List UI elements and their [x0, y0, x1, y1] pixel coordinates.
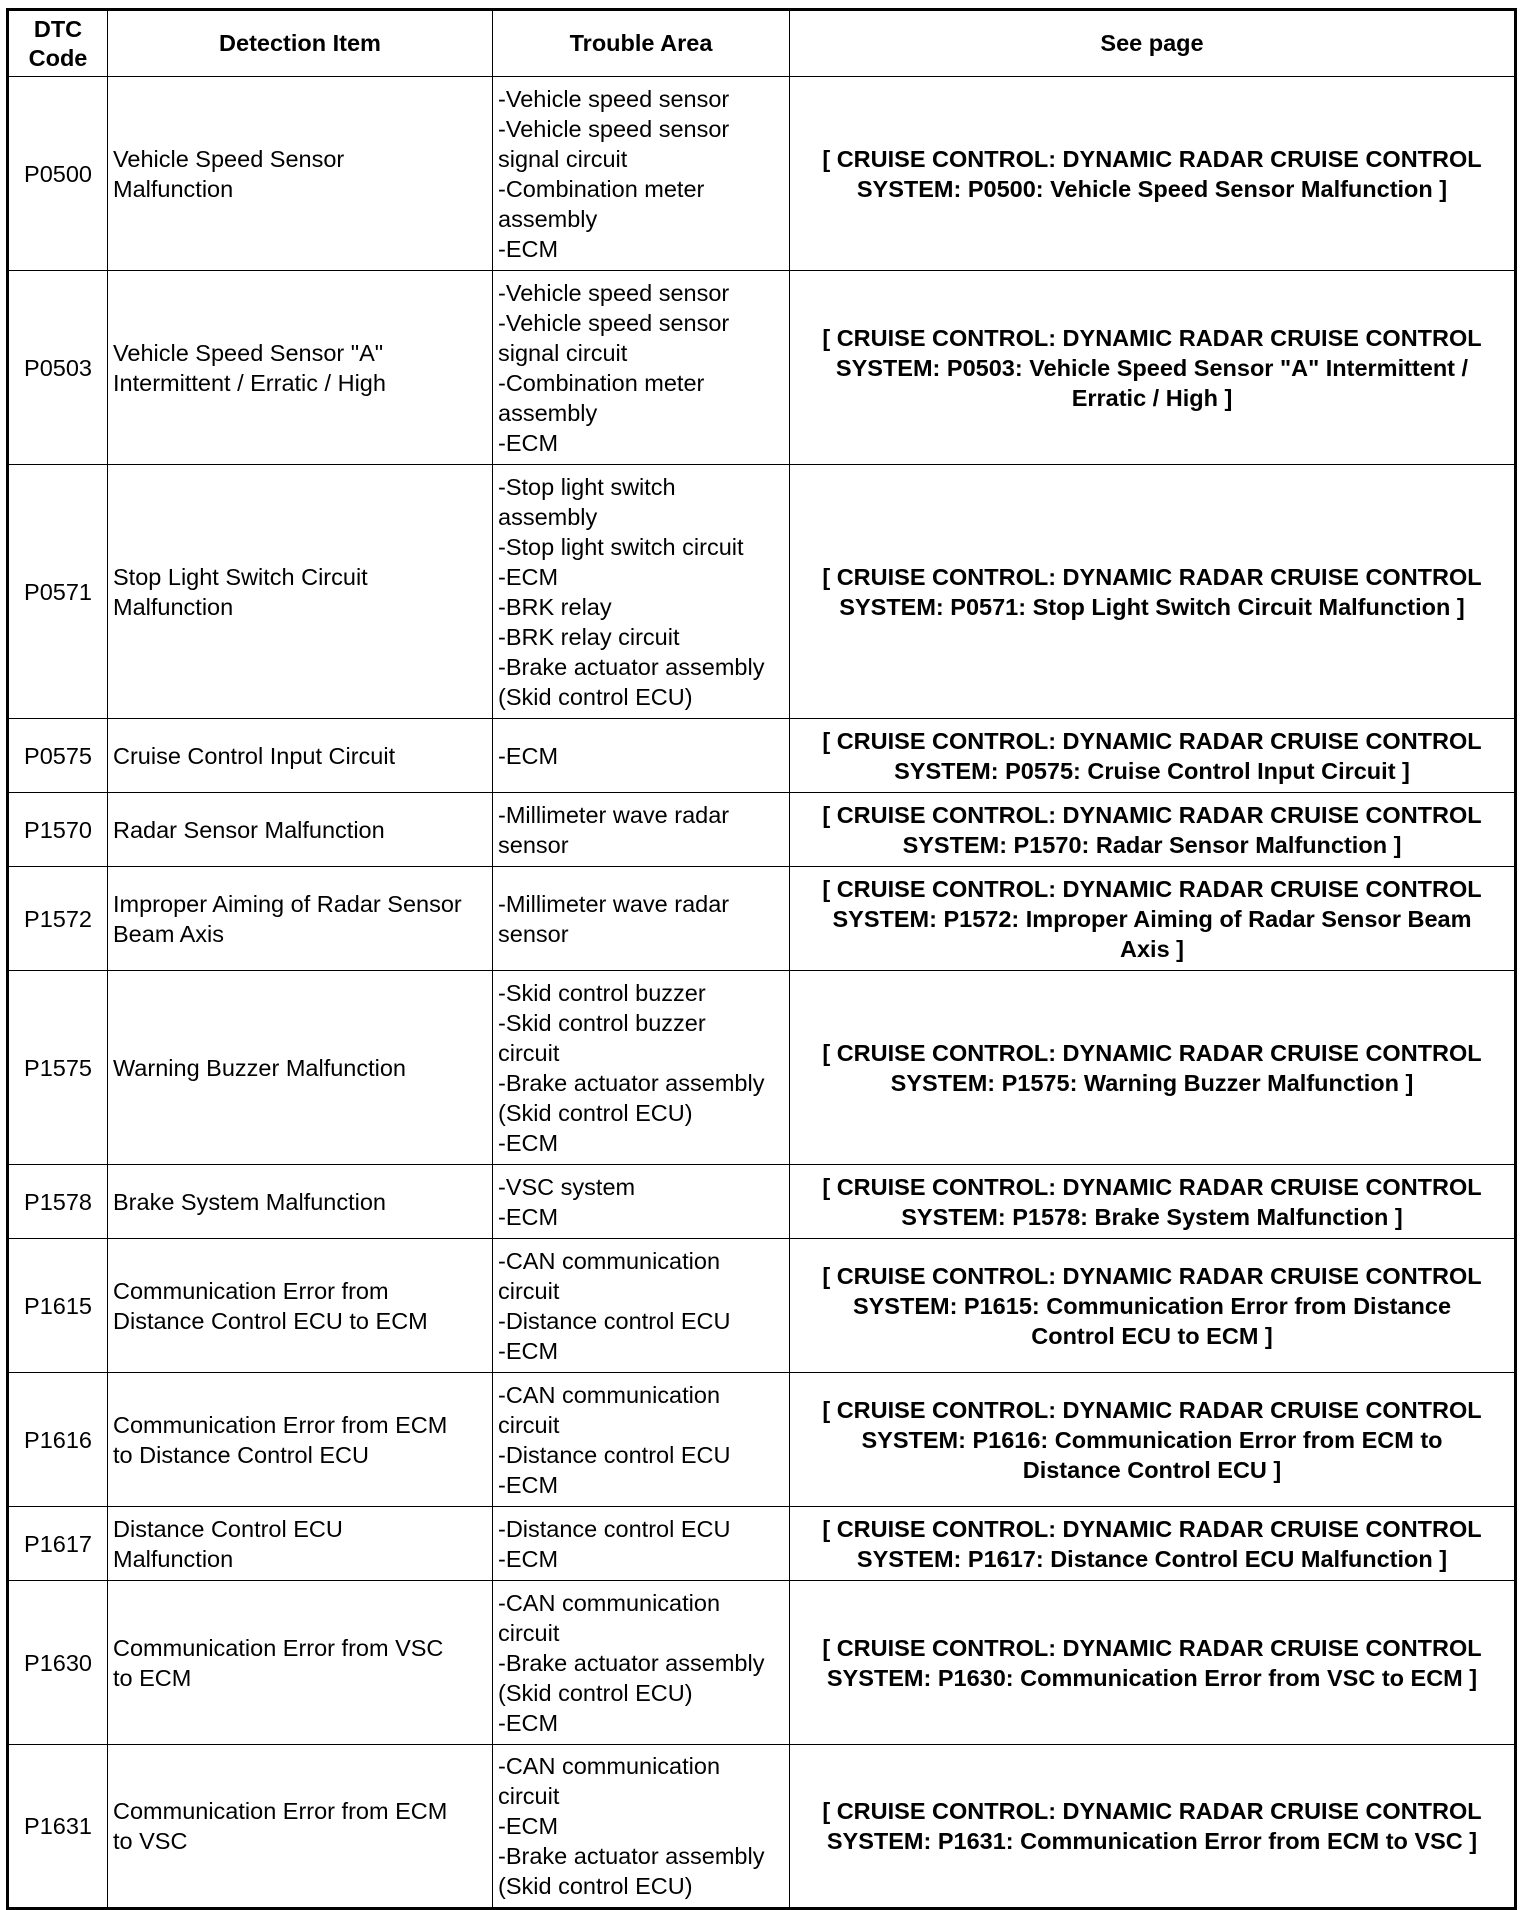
trouble-area-line: -Brake actuator assembly: [498, 653, 765, 680]
trouble-area-line: -ECM: [498, 1129, 559, 1156]
see-page-cell: [790, 1165, 1516, 1239]
see-page-reference-line: SYSTEM: P1631: Communication Error from ECM to VSC ]: [826, 1828, 1478, 1854]
detection-item-cell: [108, 867, 493, 971]
trouble-area-line: -Stop light switch circuit: [498, 533, 744, 560]
trouble-area-line: -Distance control ECU: [498, 1515, 731, 1542]
detection-item-line: Distance Control ECU: [113, 1515, 343, 1542]
table-row: [8, 1745, 1516, 1909]
detection-item-cell: [108, 465, 493, 719]
trouble-area-line: circuit: [498, 1411, 560, 1438]
trouble-area-line: -CAN communication: [498, 1589, 721, 1616]
trouble-area-line: assembly: [498, 399, 598, 426]
dtc-code-cell: P1578: [8, 1165, 108, 1239]
trouble-area-cell: [493, 971, 790, 1165]
trouble-area-cell: [493, 1745, 790, 1909]
see-page-reference-line: SYSTEM: P1616: Communication Error from ECM to: [861, 1426, 1443, 1453]
trouble-area-cell: [493, 77, 790, 271]
trouble-area-line: -ECM: [498, 1709, 559, 1736]
trouble-area-line: sensor: [498, 831, 569, 858]
see-page-cell: [790, 971, 1516, 1165]
dtc-table: [6, 8, 1517, 1910]
detection-item-line: Cruise Control Input Circuit: [113, 742, 396, 769]
trouble-area-line: -Distance control ECU: [498, 1307, 731, 1334]
see-page-reference-line: [ CRUISE CONTROL: DYNAMIC RADAR CRUISE CONTROL: [822, 1173, 1482, 1200]
trouble-area-line: circuit: [498, 1277, 560, 1304]
see-page-reference-line: SYSTEM: P1615: Communication Error from Distance: [852, 1292, 1452, 1319]
table-row: [8, 1165, 1516, 1239]
trouble-area-line: -ECM: [498, 1813, 559, 1839]
trouble-area-cell: [493, 1239, 790, 1373]
trouble-area-line: -CAN communication: [498, 1247, 721, 1274]
see-page-cell: [790, 1239, 1516, 1373]
trouble-area-line: signal circuit: [498, 145, 628, 172]
trouble-area-line: (Skid control ECU): [498, 1873, 693, 1899]
see-page-reference-line: [ CRUISE CONTROL: DYNAMIC RADAR CRUISE CONTROL: [822, 727, 1482, 754]
detection-item-line: Communication Error from: [113, 1277, 389, 1304]
table-row: [8, 1373, 1516, 1507]
table-row: [8, 793, 1516, 867]
trouble-area-line: -Combination meter: [498, 369, 705, 396]
detection-item-line: Brake System Malfunction: [113, 1188, 386, 1215]
detection-item-cell: [108, 1507, 493, 1581]
see-page-cell: [790, 1581, 1516, 1745]
dtc-code-cell: P0500: [8, 77, 108, 271]
trouble-area-line: -Combination meter: [498, 175, 705, 202]
see-page-reference-line: SYSTEM: P1630: Communication Error from VSC to ECM ]: [826, 1664, 1478, 1691]
see-page-reference-line: [ CRUISE CONTROL: DYNAMIC RADAR CRUISE CONTROL: [822, 1262, 1482, 1289]
detection-item-line: Malfunction: [113, 593, 234, 620]
dtc-code-cell: P1570: [8, 793, 108, 867]
trouble-area-line: -CAN communication: [498, 1753, 721, 1779]
see-page-reference-line: [ CRUISE CONTROL: DYNAMIC RADAR CRUISE CONTROL: [822, 324, 1482, 351]
trouble-area-line: -BRK relay: [498, 593, 612, 620]
see-page-reference-line: [ CRUISE CONTROL: DYNAMIC RADAR CRUISE CONTROL: [822, 1039, 1482, 1066]
see-page-reference-line: SYSTEM: P1570: Radar Sensor Malfunction ]: [902, 831, 1402, 858]
trouble-area-line: -ECM: [498, 1545, 559, 1572]
trouble-area-line: -Stop light switch: [498, 473, 676, 500]
table-row: [8, 867, 1516, 971]
trouble-area-line: signal circuit: [498, 339, 628, 366]
header-row: [8, 10, 1516, 77]
detection-item-cell: [108, 1373, 493, 1507]
detection-item-line: Beam Axis: [113, 920, 225, 947]
detection-item-line: to VSC: [113, 1828, 188, 1854]
see-page-reference-line: SYSTEM: P0575: Cruise Control Input Circuit ]: [894, 757, 1410, 784]
table-row: [8, 971, 1516, 1165]
detection-item-cell: [108, 793, 493, 867]
see-page-reference-line: Axis ]: [1120, 935, 1184, 962]
see-page-reference-line: SYSTEM: P1578: Brake System Malfunction ]: [901, 1203, 1403, 1230]
see-page-cell: [790, 1373, 1516, 1507]
dtc-code-cell: P0575: [8, 719, 108, 793]
table-row: [8, 77, 1516, 271]
see-page-reference-line: SYSTEM: P0503: Vehicle Speed Sensor "A" Intermittent /: [835, 354, 1469, 381]
header-dtc-code-line1: DTC: [33, 15, 83, 42]
see-page-cell: [790, 1507, 1516, 1581]
see-page-reference-line: [ CRUISE CONTROL: DYNAMIC RADAR CRUISE CONTROL: [822, 875, 1482, 902]
detection-item-line: Communication Error from ECM: [113, 1411, 448, 1438]
trouble-area-line: -Vehicle speed sensor: [498, 115, 730, 142]
dtc-code-cell: P1617: [8, 1507, 108, 1581]
dtc-code-cell: P0571: [8, 465, 108, 719]
trouble-area-line: (Skid control ECU): [498, 1099, 693, 1126]
header-detection-item: Detection Item: [108, 10, 493, 77]
trouble-area-line: -Skid control buzzer: [498, 1009, 706, 1036]
trouble-area-line: assembly: [498, 503, 598, 530]
trouble-area-line: -Brake actuator assembly: [498, 1069, 765, 1096]
detection-item-cell: [108, 1745, 493, 1909]
detection-item-line: Distance Control ECU to ECM: [113, 1307, 428, 1334]
see-page-reference-line: Distance Control ECU ]: [1022, 1456, 1282, 1483]
see-page-reference-line: Control ECU to ECM ]: [1031, 1322, 1273, 1349]
trouble-area-line: sensor: [498, 920, 569, 947]
trouble-area-cell: [493, 867, 790, 971]
see-page-cell: [790, 867, 1516, 971]
see-page-reference-line: [ CRUISE CONTROL: DYNAMIC RADAR CRUISE CONTROL: [822, 801, 1482, 828]
trouble-area-line: assembly: [498, 205, 598, 232]
trouble-area-line: -Skid control buzzer: [498, 979, 706, 1006]
trouble-area-cell: [493, 1165, 790, 1239]
table-row: [8, 1507, 1516, 1581]
trouble-area-line: circuit: [498, 1783, 560, 1809]
see-page-reference-line: SYSTEM: P0571: Stop Light Switch Circuit Malfunction ]: [839, 593, 1465, 620]
trouble-area-line: -Vehicle speed sensor: [498, 279, 730, 306]
detection-item-line: Improper Aiming of Radar Sensor: [113, 890, 462, 917]
table-row: [8, 719, 1516, 793]
trouble-area-cell: [493, 793, 790, 867]
see-page-cell: [790, 793, 1516, 867]
trouble-area-line: -Vehicle speed sensor: [498, 85, 730, 112]
table-row: [8, 271, 1516, 465]
trouble-area-line: (Skid control ECU): [498, 1679, 693, 1706]
see-page-cell: [790, 465, 1516, 719]
detection-item-line: Communication Error from VSC: [113, 1634, 444, 1661]
detection-item-cell: [108, 971, 493, 1165]
trouble-area-cell: [493, 271, 790, 465]
detection-item-cell: [108, 271, 493, 465]
trouble-area-line: -ECM: [498, 742, 559, 769]
detection-item-line: Communication Error from ECM: [113, 1798, 448, 1824]
detection-item-line: Malfunction: [113, 175, 234, 202]
trouble-area-line: -ECM: [498, 235, 559, 262]
see-page-reference-line: [ CRUISE CONTROL: DYNAMIC RADAR CRUISE CONTROL: [822, 563, 1482, 590]
trouble-area-line: -ECM: [498, 563, 559, 590]
see-page-cell: [790, 271, 1516, 465]
detection-item-line: Radar Sensor Malfunction: [113, 816, 385, 843]
detection-item-cell: [108, 1165, 493, 1239]
header-see-page: See page: [790, 10, 1516, 77]
header-trouble-area: Trouble Area: [493, 10, 790, 77]
dtc-code-cell: P0503: [8, 271, 108, 465]
see-page-cell: [790, 77, 1516, 271]
detection-item-line: Stop Light Switch Circuit: [113, 563, 368, 590]
trouble-area-line: -CAN communication: [498, 1381, 721, 1408]
trouble-area-line: -ECM: [498, 1203, 559, 1230]
dtc-code-cell: P1572: [8, 867, 108, 971]
table-body: [8, 77, 1516, 1909]
dtc-table-container: [6, 8, 1517, 1910]
table-row: [8, 1581, 1516, 1745]
see-page-reference-line: SYSTEM: P1617: Distance Control ECU Malfunction ]: [856, 1545, 1448, 1572]
trouble-area-cell: [493, 1373, 790, 1507]
detection-item-cell: [108, 77, 493, 271]
trouble-area-line: -VSC system: [498, 1173, 636, 1200]
see-page-cell: [790, 719, 1516, 793]
see-page-reference-line: SYSTEM: P1575: Warning Buzzer Malfunction ]: [890, 1069, 1414, 1096]
trouble-area-line: circuit: [498, 1039, 560, 1066]
detection-item-line: Intermittent / Erratic / High: [113, 369, 386, 396]
dtc-code-cell: P1575: [8, 971, 108, 1165]
trouble-area-line: -Brake actuator assembly: [498, 1649, 765, 1676]
trouble-area-line: -Millimeter wave radar: [498, 890, 730, 917]
dtc-code-cell: P1615: [8, 1239, 108, 1373]
see-page-reference-line: [ CRUISE CONTROL: DYNAMIC RADAR CRUISE CONTROL: [822, 1634, 1482, 1661]
trouble-area-cell: [493, 465, 790, 719]
trouble-area-line: -BRK relay circuit: [498, 623, 680, 650]
dtc-code-cell: P1631: [8, 1745, 108, 1909]
detection-item-line: to Distance Control ECU: [113, 1441, 369, 1468]
detection-item-line: Vehicle Speed Sensor "A": [113, 339, 384, 366]
trouble-area-line: -Vehicle speed sensor: [498, 309, 730, 336]
see-page-reference-line: [ CRUISE CONTROL: DYNAMIC RADAR CRUISE CONTROL: [822, 145, 1482, 172]
dtc-code-cell: P1616: [8, 1373, 108, 1507]
see-page-reference-line: SYSTEM: P0500: Vehicle Speed Sensor Malfunction ]: [856, 175, 1448, 202]
trouble-area-line: -Millimeter wave radar: [498, 801, 730, 828]
detection-item-line: Vehicle Speed Sensor: [113, 145, 345, 172]
see-page-reference-line: Erratic / High ]: [1071, 384, 1233, 411]
header-dtc-code-line2: Code: [28, 44, 88, 71]
table-row: [8, 1239, 1516, 1373]
see-page-cell: [790, 1745, 1516, 1909]
detection-item-cell: [108, 1581, 493, 1745]
trouble-area-line: (Skid control ECU): [498, 683, 693, 710]
detection-item-line: Malfunction: [113, 1545, 234, 1572]
detection-item-line: to ECM: [113, 1664, 192, 1691]
see-page-reference-line: [ CRUISE CONTROL: DYNAMIC RADAR CRUISE CONTROL: [822, 1798, 1482, 1824]
see-page-reference-line: [ CRUISE CONTROL: DYNAMIC RADAR CRUISE CONTROL: [822, 1515, 1482, 1542]
trouble-area-line: -ECM: [498, 1471, 559, 1498]
see-page-reference-line: [ CRUISE CONTROL: DYNAMIC RADAR CRUISE CONTROL: [822, 1396, 1482, 1423]
trouble-area-cell: [493, 1507, 790, 1581]
trouble-area-line: -ECM: [498, 429, 559, 456]
trouble-area-line: -ECM: [498, 1337, 559, 1364]
trouble-area-cell: [493, 719, 790, 793]
trouble-area-line: circuit: [498, 1619, 560, 1646]
see-page-reference-line: SYSTEM: P1572: Improper Aiming of Radar Sensor Beam: [832, 905, 1472, 932]
table-row: [8, 465, 1516, 719]
detection-item-cell: [108, 1239, 493, 1373]
trouble-area-cell: [493, 1581, 790, 1745]
dtc-code-cell: P1630: [8, 1581, 108, 1745]
trouble-area-line: -Distance control ECU: [498, 1441, 731, 1468]
detection-item-cell: [108, 719, 493, 793]
trouble-area-line: -Brake actuator assembly: [498, 1843, 765, 1869]
header-dtc-code: [8, 10, 108, 77]
detection-item-line: Warning Buzzer Malfunction: [113, 1054, 407, 1081]
